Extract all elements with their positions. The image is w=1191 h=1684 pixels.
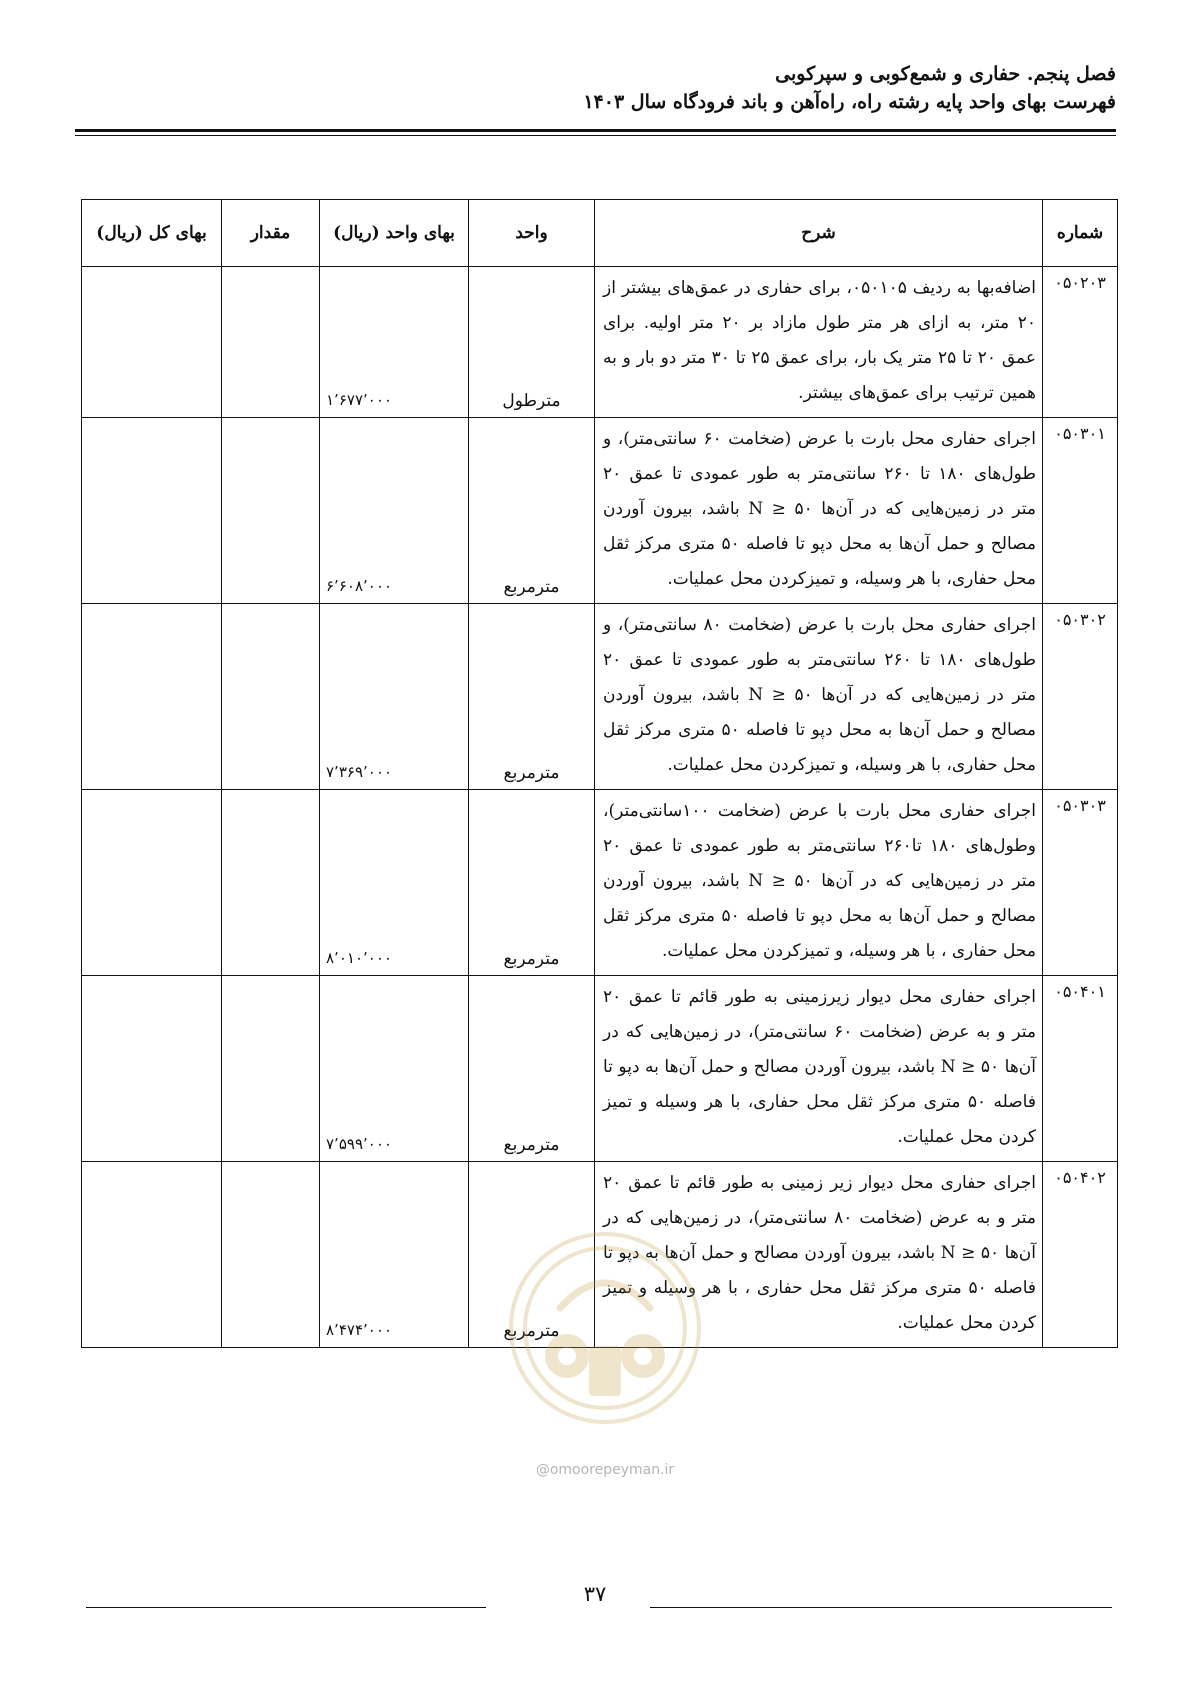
col-header-unit: واحد — [469, 200, 595, 267]
row-code: ۰۵۰۴۰۲ — [1043, 1162, 1118, 1348]
table-header-row — [82, 200, 1118, 267]
row-unit: مترمربع — [469, 1162, 595, 1348]
price-table-container — [81, 199, 1117, 1348]
row-unit-price: ۸٬۰۱۰٬۰۰۰ — [320, 790, 469, 976]
col-header-quantity: مقدار — [222, 200, 320, 267]
col-header-description: شرح — [595, 200, 1043, 267]
row-quantity — [222, 604, 320, 790]
row-description: اجرای حفاری محل دیوار زیر زمینی به طور قائم تا عمق ۲۰ متر و به عرض (ضخامت ۸۰ سانتی‌متر)، در زمین‌هایی که در آن‌ها ۵۰ ≤ N باشد، بیرون آوردن مصالح و حمل آن‌ها به دپو تا فاصله ۵۰ متری مرکز ثقل محل حفاری ، با هر وسیله و تمیز کردن محل عملیات. — [595, 1162, 1043, 1348]
col-header-code: شماره — [1043, 200, 1118, 267]
footer-rule-right — [650, 1607, 1112, 1608]
row-unit: مترمربع — [469, 976, 595, 1162]
watermark-url: @omoorepeyman.ir — [535, 1462, 675, 1478]
row-unit: مترطول — [469, 267, 595, 418]
row-unit-price: ۷٬۳۶۹٬۰۰۰ — [320, 604, 469, 790]
row-description: اجرای حفاری محل بارت با عرض (ضخامت ۸۰ سانتی‌متر)، و طول‌های ۱۸۰ تا ۲۶۰ سانتی‌متر به طور عمودی تا عمق ۲۰ متر در زمین‌هایی که در آن‌ها ۵۰ ≤ N باشد، بیرون آوردن مصالح و حمل آن‌ها به محل دپو تا فاصله ۵۰ متری مرکز ثقل محل حفاری، با هر وسیله، و تمیزکردن محل عملیات. — [595, 604, 1043, 790]
price-table — [81, 199, 1118, 1348]
row-unit-price: ۸٬۴۷۴٬۰۰۰ — [320, 1162, 469, 1348]
table-row — [82, 976, 1118, 1162]
row-description: اجرای حفاری محل بارت با عرض (ضخامت ۱۰۰سانتی‌متر)، وطول‌های ۱۸۰ تا۲۶۰ سانتی‌متر به طور عمودی تا عمق ۲۰ متر در زمین‌هایی که در آن‌ها ۵۰ ≤ N باشد، بیرون آوردن مصالح و حمل آن‌ها به محل دپو تا فاصله ۵۰ متری مرکز ثقل محل حفاری ، با هر وسیله، و تمیزکردن محل عملیات. — [595, 790, 1043, 976]
table-row — [82, 604, 1118, 790]
row-quantity — [222, 976, 320, 1162]
page-header — [76, 60, 1116, 116]
table-row — [82, 267, 1118, 418]
header-rule-thin — [75, 135, 1116, 136]
row-description: اجرای حفاری محل دیوار زیرزمینی به طور قائم تا عمق ۲۰ متر و به عرض (ضخامت ۶۰ سانتی‌متر)، در زمین‌هایی که در آن‌ها ۵۰ ≤ N باشد، بیرون آوردن مصالح و حمل آن‌ها به دپو تا فاصله ۵۰ متری مرکز ثقل محل حفاری، با هر وسیله و تمیز کردن محل عملیات. — [595, 976, 1043, 1162]
row-description: اجرای حفاری محل بارت با عرض (ضخامت ۶۰ سانتی‌متر)، و طول‌های ۱۸۰ تا ۲۶۰ سانتی‌متر به طور عمودی تا عمق ۲۰ متر در زمین‌هایی که در آن‌ها ۵۰ ≤ N باشد، بیرون آوردن مصالح و حمل آن‌ها به محل دپو تا فاصله ۵۰ متری مرکز ثقل محل حفاری، با هر وسیله، و تمیزکردن محل عملیات. — [595, 418, 1043, 604]
row-total — [82, 1162, 222, 1348]
row-code: ۰۵۰۳۰۱ — [1043, 418, 1118, 604]
row-code: ۰۵۰۲۰۳ — [1043, 267, 1118, 418]
row-unit: مترمربع — [469, 604, 595, 790]
page-number: ۳۷ — [583, 1582, 607, 1606]
row-code: ۰۵۰۴۰۱ — [1043, 976, 1118, 1162]
table-row — [82, 790, 1118, 976]
document-subtitle: فهرست بهای واحد پایه رشته راه، راه‌آهن و باند فرودگاه سال ۱۴۰۳ — [583, 91, 1116, 113]
chapter-title: فصل پنجم. حفاری و شمع‌کوبی و سپرکوبی — [775, 63, 1116, 85]
row-unit: مترمربع — [469, 418, 595, 604]
row-code: ۰۵۰۳۰۲ — [1043, 604, 1118, 790]
table-row — [82, 418, 1118, 604]
col-header-total-price: بهای کل (ریال) — [82, 200, 222, 267]
row-quantity — [222, 418, 320, 604]
row-unit-price: ۱٬۶۷۷٬۰۰۰ — [320, 267, 469, 418]
col-header-unit-price: بهای واحد (ریال) — [320, 200, 469, 267]
row-code: ۰۵۰۳۰۳ — [1043, 790, 1118, 976]
row-unit: مترمربع — [469, 790, 595, 976]
header-rule-thick — [75, 129, 1116, 132]
table-row — [82, 1162, 1118, 1348]
footer-rule-left — [86, 1607, 486, 1608]
row-quantity — [222, 790, 320, 976]
row-description: اضافه‌بها به ردیف ۰۵۰۱۰۵، برای حفاری در عمق‌های بیشتر از ۲۰ متر، به ازای هر متر طول مازاد بر ۲۰ متر اولیه. برای عمق ۲۰ تا ۲۵ متر یک بار، برای عمق ۲۵ تا ۳۰ متر دو بار و به همین ترتیب برای عمق‌های بیشتر. — [595, 267, 1043, 418]
row-quantity — [222, 267, 320, 418]
row-total — [82, 976, 222, 1162]
row-total — [82, 418, 222, 604]
row-unit-price: ۶٬۶۰۸٬۰۰۰ — [320, 418, 469, 604]
row-total — [82, 604, 222, 790]
row-quantity — [222, 1162, 320, 1348]
row-total — [82, 267, 222, 418]
row-total — [82, 790, 222, 976]
row-unit-price: ۷٬۵۹۹٬۰۰۰ — [320, 976, 469, 1162]
